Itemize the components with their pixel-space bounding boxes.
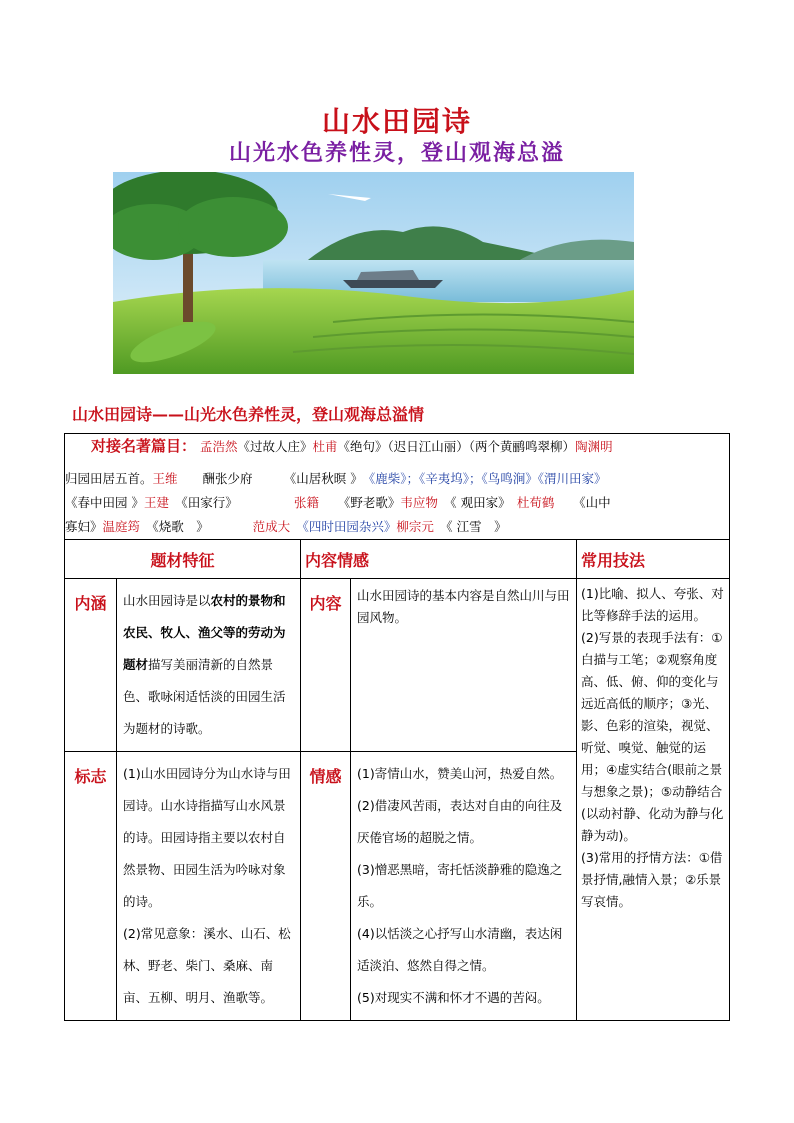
qinggan-p5: (5)对现实不满和怀才不遇的苦闷。 [357,990,550,1005]
poem-title: 《野老歌》 [344,495,401,510]
biaozhi-p1: (1)山水田园诗分为山水诗与田园诗。山水诗指描写山水风景的诗。田园诗指主要以农村自然景物、田园生活为吟咏对象的诗。 [123,766,291,909]
column-header-row [65,540,730,579]
poet-name: 范成大 [252,519,291,534]
page-title: 山水田园诗 [321,105,472,138]
neihan-text-a: 山水田园诗是以 [123,593,211,608]
poem-title: 《 江雪 》 [446,519,507,534]
poet-name: 柳宗元 [396,519,434,534]
qinggan-p2: (2)借凄风苦雨，表达对自由的向往及厌倦官场的超脱之情。 [357,798,563,845]
poem-title: 《春中田园 》 [65,495,144,510]
poem-title: 《鹿柴》；《辛夷坞》；《鸟鸣涧》《渭川田家》 [369,471,607,486]
neihan-text [117,579,301,752]
technique-p3: (3)常用的抒情方法：①借景抒情,融情入景；②乐景写哀情。 [581,850,723,909]
poem-title: 寡妇》 [65,519,103,534]
poet-name: 杜荀鹤 [516,495,555,510]
poem-title: 《 观田家》 [450,495,505,510]
poet-name: 陶渊明 [575,439,613,454]
section-title: 山水田园诗——山光水色养性灵，登山观海总溢情 [72,405,425,424]
biaozhi-text [117,752,301,1021]
technique-cell [577,579,730,1021]
neihan-label: 内涵 [65,579,117,752]
references-row [65,434,730,540]
poet-name: 王维 [152,471,178,486]
header-theme: 题材特征 [65,540,301,579]
biaozhi-p2: (2)常见意象：溪水、山石、松林、野老、柴门、桑麻、南亩、五柳、明月、渔歌等。 [123,926,291,1005]
neihan-text-b: 描写美丽清新的自然景色、歌咏闲适恬淡的田园生活为题材的诗歌。 [123,657,286,736]
references-label: 对接名著篇目： [91,437,197,455]
references-line-2 [65,467,729,491]
poet-name: 张籍 [294,495,320,510]
references-line-3 [65,491,729,515]
qinggan-text [351,752,577,1021]
header-technique: 常用技法 [577,540,730,579]
technique-p2: (2)写景的表现手法有：①白描与工笔；②观察角度高、低、俯、仰的变化与远近高低的顺序；③光、影、色彩的渲染，视觉、听觉、嗅觉、触觉的运用；④虚实结合(眼前之景与想象之景)；⑤动静结合(以动衬静、化动为静与化静为动)。 [581,630,724,843]
technique-p1: (1)比喻、拟人、夸张、对比等修辞手法的运用。 [581,586,724,623]
biaozhi-label: 标志 [65,752,117,1021]
references-line-1 [65,434,729,459]
page-subtitle: 山光水色养性灵，登山观海总溢 [228,141,565,166]
neihan-text-bold: 农村的景物和农民、牧人、渔父等的劳动为题材 [123,593,286,672]
poet-name: 王建 [143,495,169,510]
neirong-label: 内容 [301,579,351,752]
poet-name: 杜甫 [312,439,338,454]
poet-name: 孟浩然 [200,439,238,454]
poem-title: 《田家行》 [181,495,232,510]
landscape-banner-image [113,172,634,374]
references-line-4 [65,515,729,539]
header-emotion: 内容情感 [301,540,577,579]
poem-title: 《四时田园杂兴》 [302,519,397,534]
neirong-text: 山水田园诗的基本内容是自然山川与田园风物。 [351,579,577,752]
row-neihan [65,579,730,752]
references-cell [65,434,730,540]
qinggan-p1: (1)寄情山水，赞美山河，热爱自然。 [357,766,563,781]
qinggan-label: 情感 [301,752,351,1021]
poem-title: 《绝句》（迟日江山丽）（两个黄鹂鸣翠柳） [337,439,576,454]
poem-title: 《山中 [579,495,611,510]
landscape-illustration [113,172,634,374]
poem-title: 酬张少府 《山居秋暝 》 [202,471,357,486]
poetry-summary-table [64,433,730,1021]
poet-name: 温庭筠 [102,519,141,534]
qinggan-p3: (3)憎恶黑暗，寄托恬淡静雅的隐逸之乐。 [357,862,563,909]
qinggan-p4: (4)以恬淡之心抒写山水清幽，表达闲适淡泊、悠然自得之情。 [357,926,563,973]
poem-title: 《过故人庄》 [237,439,313,454]
poem-title: 归园田居五首。 [65,471,153,486]
poem-title: 《烧歌 》 [152,519,203,534]
poet-name: 韦应物 [400,495,438,510]
